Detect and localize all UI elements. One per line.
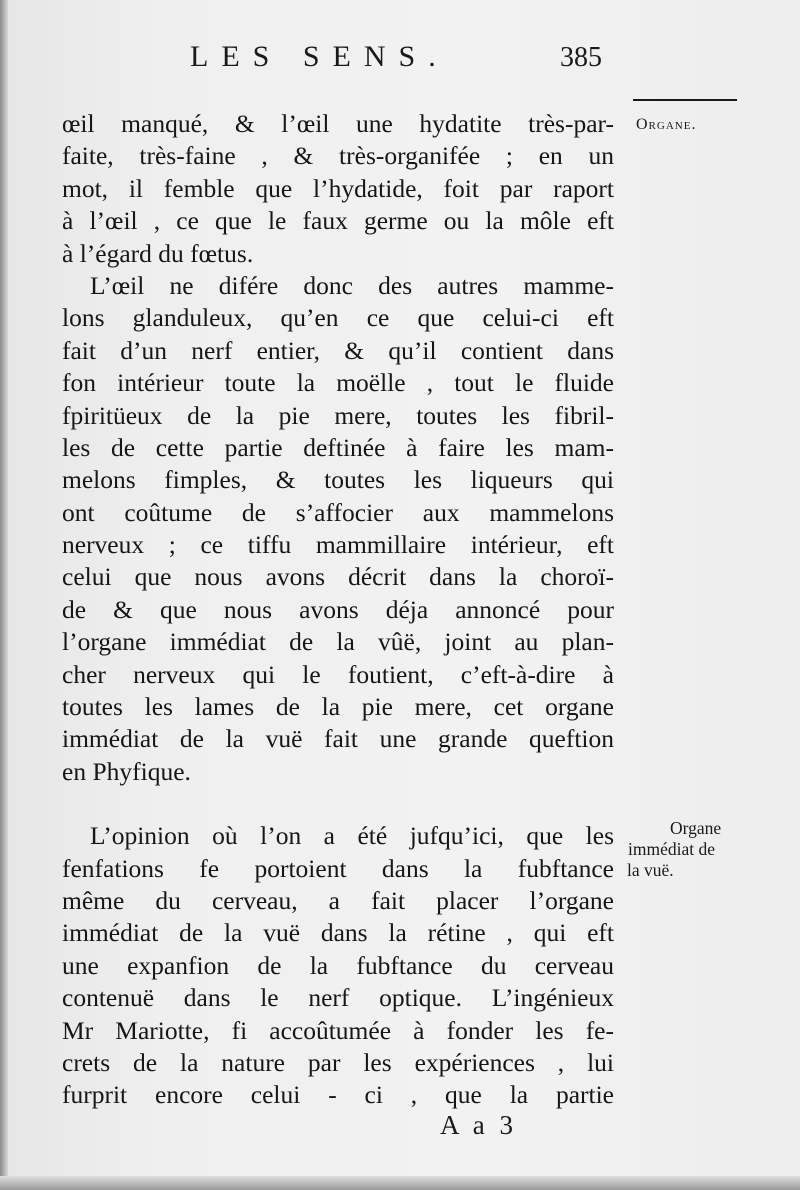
text-line: contenuë dans le nerf optique. L’ingénieux (62, 983, 614, 1013)
text-line: une expanfion de la fubftance du cerveau (62, 950, 614, 980)
paragraph-1 (62, 108, 614, 270)
text-line: nerveux ; ce tiffu mammillaire intérieur, eft (62, 530, 614, 560)
text-line: furprit encore celui - ci , que la partie (62, 1080, 614, 1110)
text-line: l’organe immédiat de la vûë, joint au plan- (62, 627, 614, 657)
text-line: Mr Mariotte, fi accoûtumée à fonder les fe- (62, 1015, 614, 1045)
running-header-title: LES SENS. (190, 40, 449, 73)
page-gutter-shadow (0, 0, 8, 1190)
text-line: faite, très-faine , & très-organifée ; en un (62, 141, 614, 171)
text-line: œil manqué, & l’œil une hydatite très-par- (62, 109, 614, 138)
page-number: 385 (560, 42, 602, 73)
text-line: fon intérieur toute la moëlle , tout le fluide (62, 368, 614, 398)
margin-note (624, 818, 754, 881)
paragraph-3 (62, 820, 614, 1112)
text-line: immédiat de la vuë fait une grande queftion (62, 724, 614, 754)
text-line: en Phyfique. (62, 756, 191, 786)
margin-heading: Organe. (636, 116, 697, 133)
text-line: fait d’un nerf entier, & qu’il contient dans (62, 335, 614, 365)
text-line: fpiritüeux de la pie mere, toutes les fibril- (62, 400, 614, 430)
main-text-block (62, 108, 614, 1112)
text-line: crets de la nature par les expériences , lui (62, 1047, 614, 1077)
text-line: L’opinion où l’on a été jufqu’ici, que les (90, 821, 614, 851)
margin-note-line: Organe (670, 818, 722, 838)
text-line: mot, il femble que l’hydatide, foit par raport (62, 173, 614, 203)
page-bottom-edge (0, 1176, 800, 1190)
text-line: toutes les lames de la pie mere, cet organe (62, 692, 614, 722)
text-line: celui que nous avons décrit dans la choroï- (62, 562, 614, 592)
text-line: ont coûtume de s’affocier aux mammelons (62, 497, 614, 527)
margin-note-line: la vuë. (627, 860, 674, 880)
text-line: les de cette partie deftinée à faire les mam- (62, 432, 614, 462)
paragraph-spacer (62, 788, 614, 820)
text-line: immédiat de la vuë dans la rétine , qui eft (62, 918, 614, 948)
text-line: à l’égard du fœtus. (62, 238, 254, 268)
text-line: même du cerveau, a fait placer l’organe (62, 885, 614, 915)
signature-mark: A a 3 (440, 1110, 517, 1140)
text-line: à l’œil , ce que le faux germe ou la môle eft (62, 206, 614, 236)
margin-note-line: immédiat de (628, 839, 715, 859)
text-line: de & que nous avons déja annoncé pour (62, 594, 614, 624)
text-line: fenfations fe portoient dans la fubftance (62, 853, 614, 883)
paragraph-2 (62, 270, 614, 788)
text-line: cher nerveux qui le foutient, c’eft-à-dire à (62, 659, 614, 689)
text-line: melons fimples, & toutes les liqueurs qui (62, 465, 614, 495)
margin-rule (633, 99, 737, 101)
text-line: L’œil ne difére donc des autres mamme- (90, 270, 614, 300)
text-line: lons glanduleux, qu’en ce que celui-ci eft (62, 303, 614, 333)
